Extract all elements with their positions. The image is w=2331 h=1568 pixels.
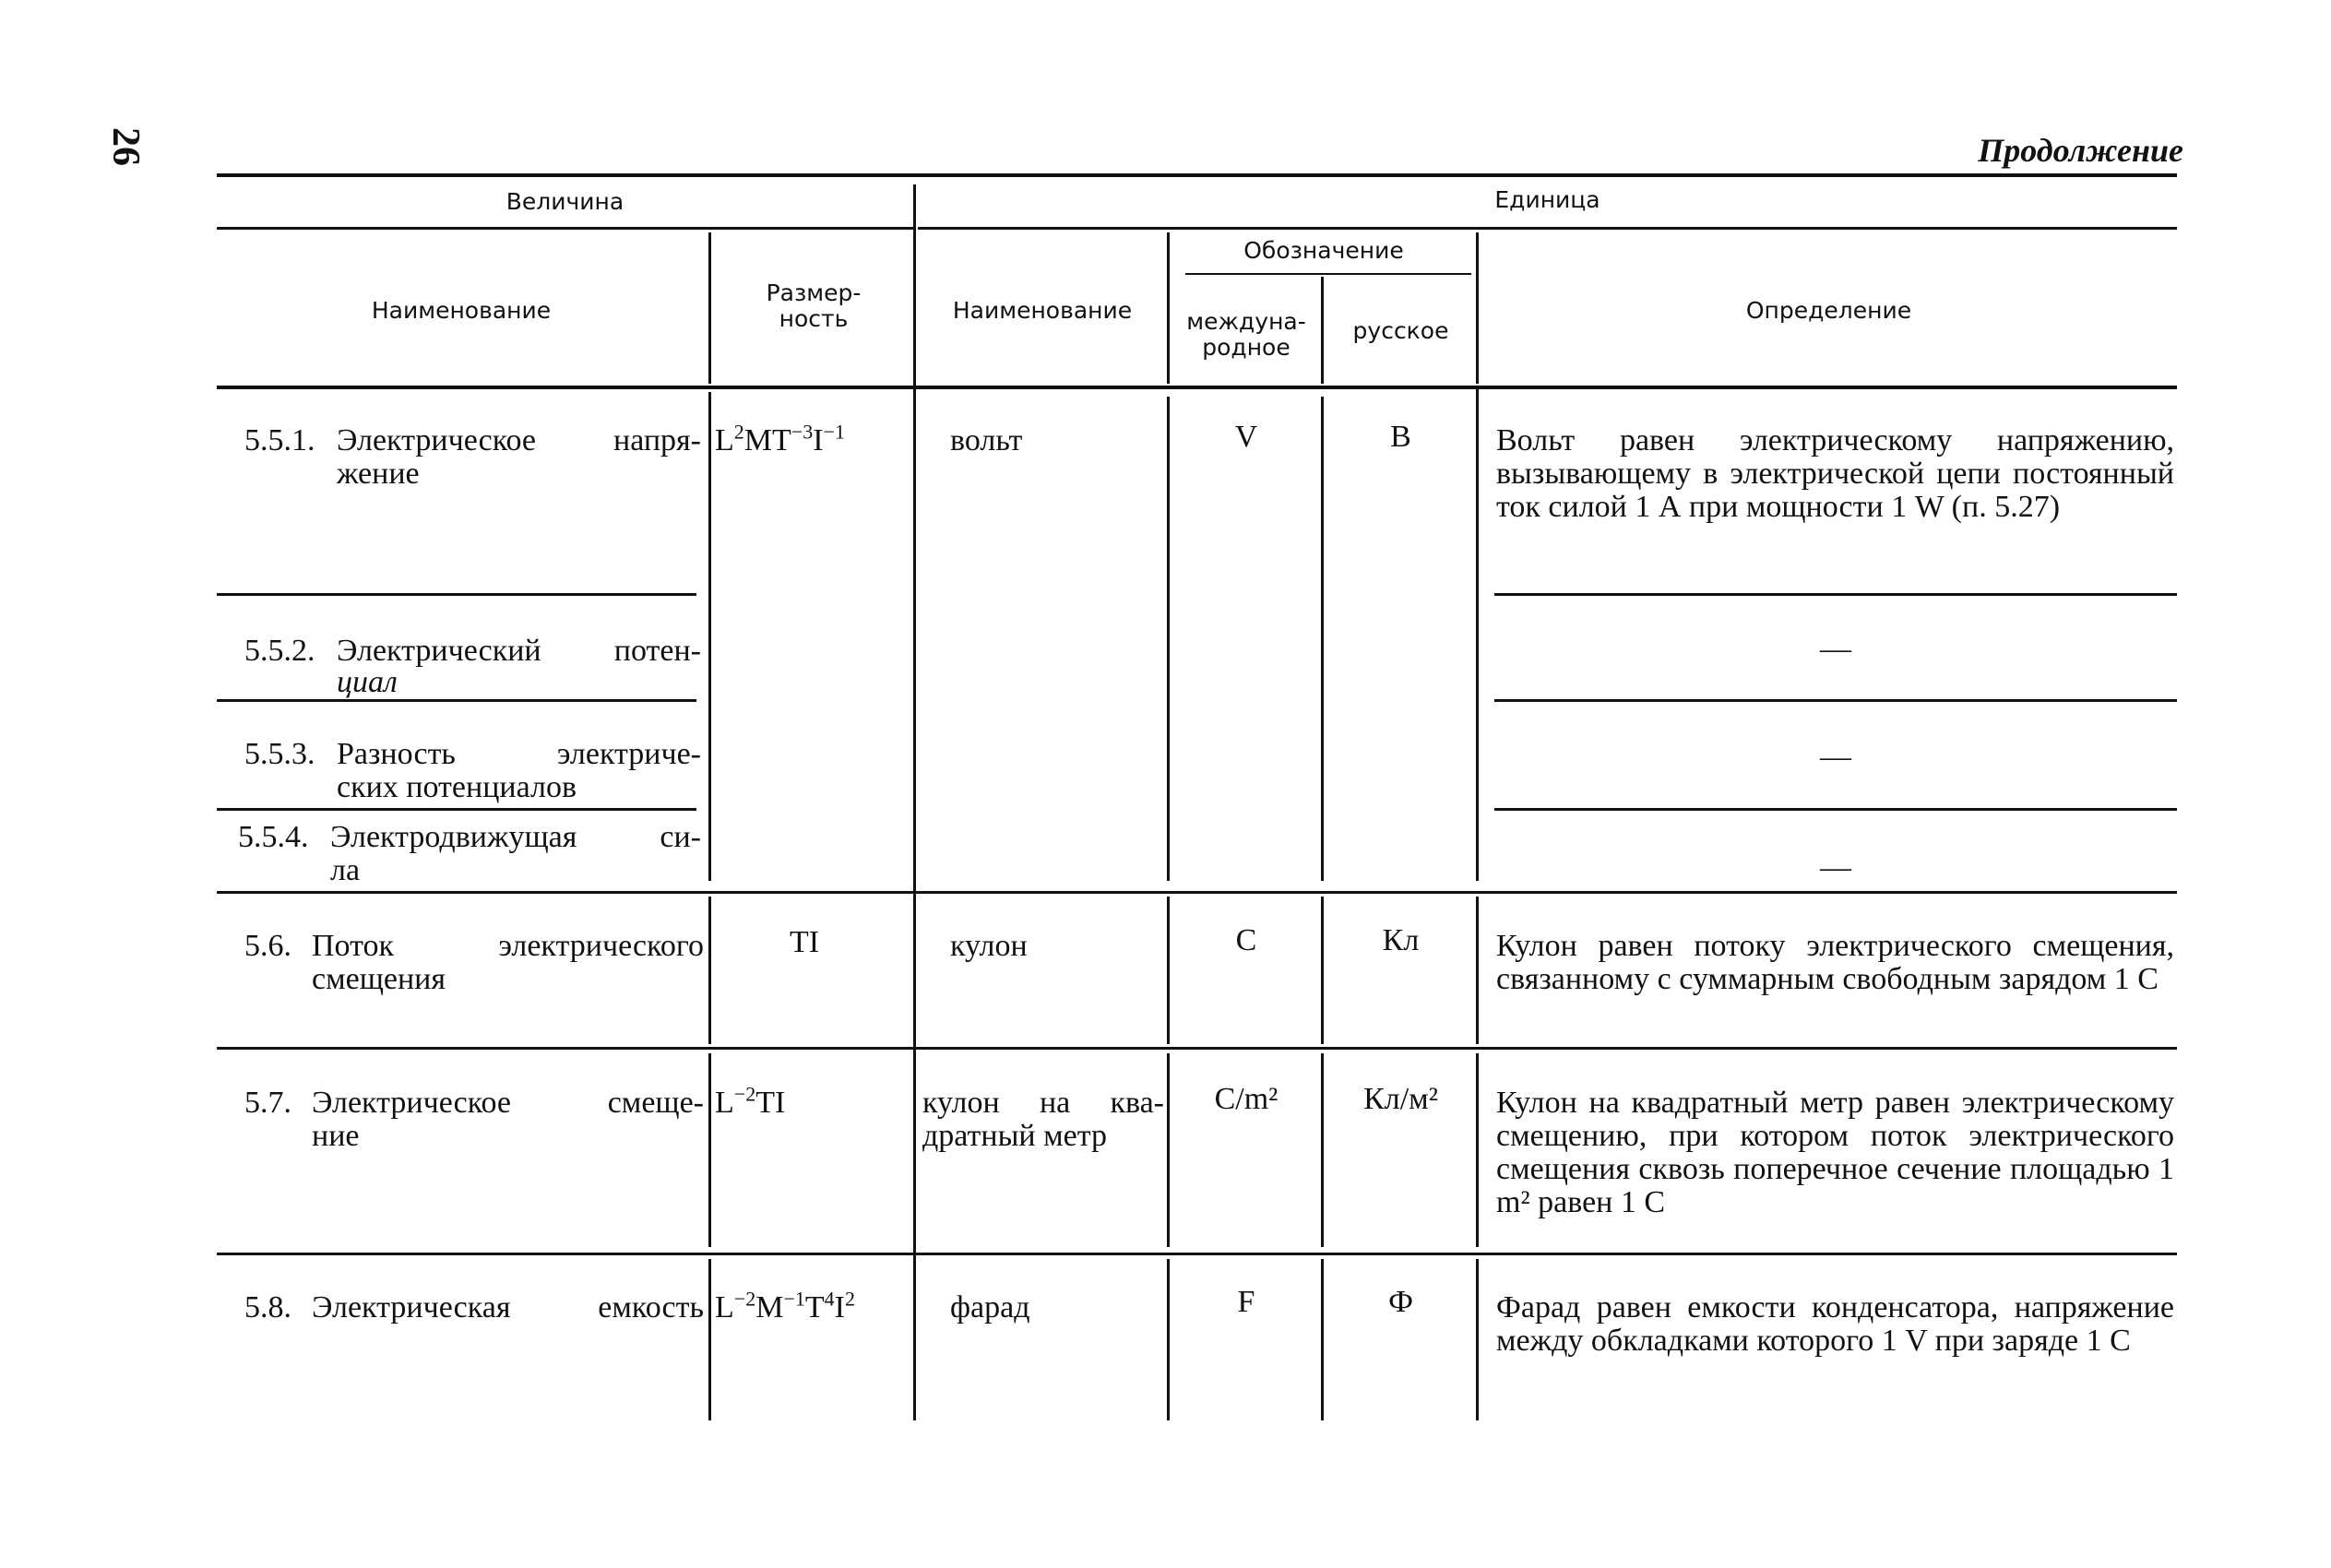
quantity-name: Электрический потен- bbox=[337, 634, 701, 668]
definition: — bbox=[1820, 850, 1851, 885]
page-number: 26 bbox=[104, 127, 147, 166]
symbol-international: C/m² bbox=[1214, 1082, 1278, 1116]
dimension: $L^{-2}M^{-1}T^4I^2$ bbox=[715, 1287, 855, 1324]
symbol-russian: Ф bbox=[1388, 1285, 1413, 1319]
row-number: 5.7. bbox=[244, 1086, 291, 1120]
unit-name: кулон на ква- bbox=[922, 1086, 1164, 1120]
row-number: 5.5.3. bbox=[244, 737, 315, 771]
quantity-name-cont: ние bbox=[312, 1119, 360, 1153]
quantity-name: Электрическое напря- bbox=[337, 423, 701, 457]
header-quantity: Величина bbox=[505, 188, 624, 215]
symbol-russian: Кл/м² bbox=[1363, 1082, 1438, 1116]
symbol-russian: В bbox=[1390, 420, 1411, 454]
dimension: $L^{-2}TI$ bbox=[715, 1082, 786, 1120]
header-international: междуна- родное bbox=[1186, 308, 1306, 361]
row-number: 5.5.1. bbox=[244, 423, 315, 457]
symbol-international: V bbox=[1234, 420, 1258, 454]
quantity-name-cont: ских потенциалов bbox=[337, 770, 577, 804]
quantity-name: Электрическое смеще- bbox=[312, 1086, 704, 1120]
symbol-international: C bbox=[1235, 923, 1257, 957]
row-number: 5.5.4. bbox=[238, 820, 309, 854]
quantity-name-cont: ла bbox=[330, 853, 361, 887]
row-number: 5.6. bbox=[244, 929, 291, 963]
definition: — bbox=[1820, 632, 1851, 666]
unit-name: вольт bbox=[950, 423, 1023, 457]
header-designation: Обозначение bbox=[1243, 237, 1404, 264]
definition: Кулон равен потоку электрического смещения, связанному с суммарным свободным зарядом 1 С bbox=[1496, 929, 2174, 996]
definition: — bbox=[1820, 740, 1851, 774]
row-number: 5.8. bbox=[244, 1290, 291, 1324]
dimension: TI bbox=[789, 925, 820, 959]
quantity-name-cont: циал bbox=[337, 665, 398, 699]
header-name: Наименование bbox=[371, 297, 552, 324]
definition: Фарад равен емкости конденсатора, напряжение между обкладками которого 1 V при заряде 1 С bbox=[1496, 1290, 2174, 1358]
quantity-name: Электрическая емкость bbox=[312, 1290, 704, 1324]
header-unit-name: Наименование bbox=[952, 297, 1133, 324]
header-russian: русское bbox=[1352, 317, 1449, 344]
definition: Кулон на квадратный метр равен электрическому смещению, при котором поток электрического смещения сквозь поперечное сечение площадью 1 m² равен 1 С bbox=[1496, 1086, 2174, 1219]
header-dimension: Размер- ность bbox=[766, 279, 862, 332]
unit-name: фарад bbox=[950, 1290, 1030, 1324]
symbol-russian: Кл bbox=[1382, 923, 1420, 957]
row-number: 5.5.2. bbox=[244, 634, 315, 668]
quantity-name-cont: жение bbox=[337, 457, 420, 491]
continued-label: Продолжение bbox=[1978, 132, 2183, 169]
header-definition: Определение bbox=[1745, 297, 1912, 324]
dimension: $L^2MT^{-3}I^{-1}$ bbox=[715, 420, 845, 457]
header-unit: Единица bbox=[1494, 186, 1600, 213]
quantity-name-cont: смещения bbox=[312, 962, 446, 996]
unit-name-cont: дратный метр bbox=[922, 1119, 1107, 1153]
definition: Вольт равен электрическому напряжению, вызывающему в электрической цепи постоянный ток силой 1 А при мощности 1 W (п. 5.27) bbox=[1496, 423, 2174, 524]
quantity-name: Поток электрического bbox=[312, 929, 704, 963]
unit-name: кулон bbox=[950, 929, 1028, 963]
quantity-name: Разность электриче- bbox=[337, 737, 701, 771]
quantity-name: Электродвижущая си- bbox=[330, 820, 701, 854]
symbol-international: F bbox=[1237, 1285, 1255, 1319]
